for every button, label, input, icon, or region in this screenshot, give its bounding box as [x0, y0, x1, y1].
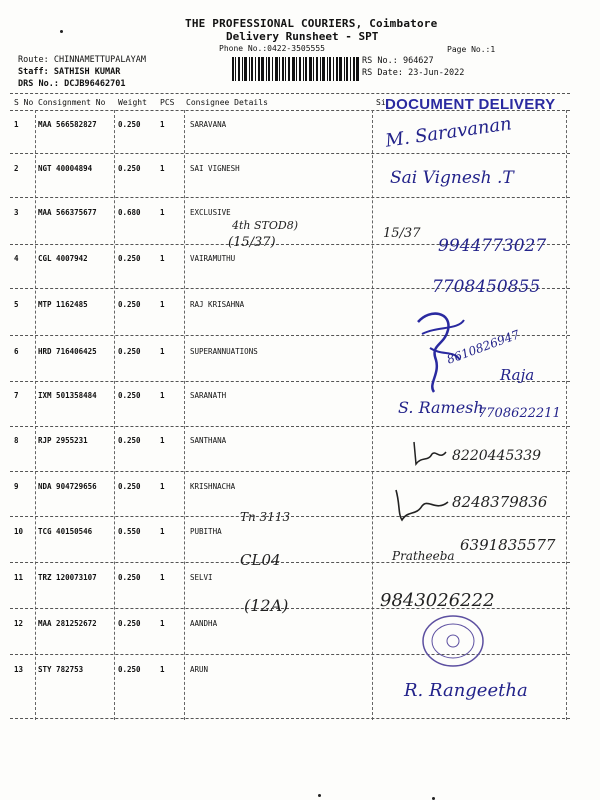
phone-row-4: 7708450855	[432, 277, 541, 297]
staff-label: Staff:	[18, 67, 49, 77]
name-row-10: Pratheeba	[392, 549, 455, 563]
row-consignee: KRISHNACHA	[190, 482, 236, 491]
row-consignment: HRD 716406425	[38, 347, 97, 356]
row-pcs: 1	[160, 120, 165, 129]
row-pcs: 1	[160, 208, 165, 217]
row-sno: 12	[14, 619, 24, 628]
col-weight: Weight	[118, 98, 147, 107]
row-sno: 3	[14, 208, 19, 217]
drs-line	[18, 79, 126, 89]
row-pcs: 1	[160, 665, 165, 674]
row-consignee: EXCLUSIVE	[190, 208, 231, 217]
row-sno: 11	[14, 573, 24, 582]
courier-rubber-stamp	[418, 612, 488, 670]
note-row-11: (12A)	[244, 596, 289, 615]
row-consignment: CGL 4007942	[38, 254, 88, 263]
row-consignment: MTP 1162485	[38, 300, 88, 309]
row-weight: 0.250	[118, 619, 141, 628]
row-consignee: RAJ KRISAHNA	[190, 300, 245, 309]
row-pcs: 1	[160, 347, 165, 356]
row-weight: 0.680	[118, 208, 141, 217]
signature-row-1: M. Saravanan	[384, 113, 513, 152]
row-consignment: RJP 2955231	[38, 436, 88, 445]
col-consignee: Consignee Details	[186, 98, 268, 107]
phone-number: Phone No.:0422-3505555	[219, 44, 325, 53]
phone-row-8: 8220445339	[452, 448, 542, 464]
row-weight: 0.250	[118, 391, 141, 400]
rs-date-line	[362, 68, 464, 78]
row-weight: 0.250	[118, 254, 141, 263]
row-pcs: 1	[160, 619, 165, 628]
row-consignment: MAA 281252672	[38, 619, 97, 628]
row-consignee: SAI VIGNESH	[190, 164, 240, 173]
barcode	[232, 57, 359, 81]
document-delivery-stamp: DOCUMENT DELIVERY	[385, 96, 556, 113]
row-consignee: SUPERANNUATIONS	[190, 347, 258, 356]
col-signature: Si	[376, 98, 386, 107]
staff-line	[18, 67, 120, 77]
row-consignee: SARAVANA	[190, 120, 227, 129]
row-rule	[10, 197, 570, 198]
speck	[60, 30, 63, 33]
row-weight: 0.250	[118, 573, 141, 582]
rs-date-value: 23-Jun-2022	[408, 68, 465, 78]
col-rule-4	[372, 110, 373, 720]
route-line	[18, 55, 146, 65]
row-weight: 0.250	[118, 300, 141, 309]
phone-row-7: 7708622211	[478, 406, 561, 421]
signature-row-13: R. Rangeetha	[404, 680, 528, 701]
header-rule-top	[10, 93, 570, 94]
name-row-6: Raja	[500, 366, 535, 384]
row-consignment: TCG 40150546	[38, 527, 93, 536]
row-rule	[10, 381, 570, 382]
row-consignment: MAA 566582827	[38, 120, 97, 129]
row-rule	[10, 471, 570, 472]
row-pcs: 1	[160, 482, 165, 491]
col-consignment: Consignment No	[38, 98, 106, 107]
row-consignment: MAA 566375677	[38, 208, 97, 217]
row-pcs: 1	[160, 391, 165, 400]
row-rule	[10, 562, 570, 563]
col-pcs: PCS	[160, 98, 175, 107]
note-row-10: CL04	[240, 551, 281, 569]
drs-value: DCJB96462701	[64, 79, 126, 89]
rs-date-label: RS Date:	[362, 68, 403, 78]
row-sno: 9	[14, 482, 19, 491]
phone-row-11: 9843026222	[380, 590, 495, 611]
row-weight: 0.250	[118, 665, 141, 674]
row-sno: 6	[14, 347, 19, 356]
note-row-3-left: 15/37	[383, 226, 421, 241]
row-consignee: SANTHANA	[190, 436, 227, 445]
row-pcs: 1	[160, 436, 165, 445]
note-row-9: Tn 3113	[240, 510, 291, 524]
row-sno: 1	[14, 120, 19, 129]
runsheet-subtitle: Delivery Runsheet - SPT	[226, 30, 379, 43]
speck	[318, 794, 321, 797]
row-sno: 5	[14, 300, 19, 309]
note-row-3b: (15/37)	[228, 235, 276, 250]
row-rule	[10, 335, 570, 336]
staff-value: SATHISH KUMAR	[53, 67, 121, 77]
signature-row-8	[410, 438, 454, 470]
rs-no-value: 964627	[402, 56, 434, 66]
row-pcs: 1	[160, 300, 165, 309]
phone-row-9: 8248379836	[452, 493, 548, 511]
row-consignee: SELVI	[190, 573, 213, 582]
row-sno: 8	[14, 436, 19, 445]
col-rule-2	[114, 110, 115, 720]
row-sno: 10	[14, 527, 24, 536]
page-number: Page No.:1	[447, 45, 496, 54]
row-consignment: STY 782753	[38, 665, 84, 674]
row-weight: 0.250	[118, 482, 141, 491]
row-sno: 7	[14, 391, 19, 400]
phone-row-10: 6391835577	[460, 536, 556, 554]
row-pcs: 1	[160, 527, 165, 536]
row-consignment: NGT 40004894	[38, 164, 93, 173]
route-value: CHINNAMETTUPALAYAM	[53, 55, 146, 65]
col-rule-3	[184, 110, 185, 720]
phone-row-6: 8610826947	[444, 327, 522, 367]
row-weight: 0.250	[118, 120, 141, 129]
row-consignee: SARANATH	[190, 391, 227, 400]
row-pcs: 1	[160, 164, 165, 173]
row-consignee: VAIRAMUTHU	[190, 254, 236, 263]
row-sno: 2	[14, 164, 19, 173]
row-consignee: AANDHA	[190, 619, 218, 628]
row-consignee: PUBITHA	[190, 527, 222, 536]
row-weight: 0.250	[118, 436, 141, 445]
signature-row-9	[392, 484, 454, 524]
col-rule-1	[35, 110, 36, 720]
note-row-3a: 4th STOD8)	[232, 219, 298, 232]
rs-no-line	[362, 56, 434, 66]
phone-row-3: 9944773027	[438, 236, 547, 256]
row-rule	[10, 153, 570, 154]
drs-label: DRS No.:	[18, 79, 59, 89]
name-row-7: S. Ramesh	[398, 398, 484, 417]
row-pcs: 1	[160, 254, 165, 263]
row-consignment: TRZ 120073107	[38, 573, 97, 582]
col-rule-5	[566, 110, 567, 720]
row-consignment: NDA 904729656	[38, 482, 97, 491]
col-sno: S No	[14, 98, 34, 107]
row-pcs: 1	[160, 573, 165, 582]
row-weight: 0.250	[118, 347, 141, 356]
row-consignee: ARUN	[190, 665, 209, 674]
row-weight: 0.550	[118, 527, 141, 536]
company-title: THE PROFESSIONAL COURIERS, Coimbatore	[185, 17, 438, 30]
rs-no-label: RS No.:	[362, 56, 398, 66]
row-rule	[10, 426, 570, 427]
signature-row-2: Sai Vignesh .T	[390, 168, 514, 188]
row-sno: 13	[14, 665, 24, 674]
table-rule-bottom	[10, 718, 570, 719]
row-weight: 0.250	[118, 164, 141, 173]
row-sno: 4	[14, 254, 19, 263]
row-consignment: IXM 501358484	[38, 391, 97, 400]
route-label: Route:	[18, 55, 49, 65]
